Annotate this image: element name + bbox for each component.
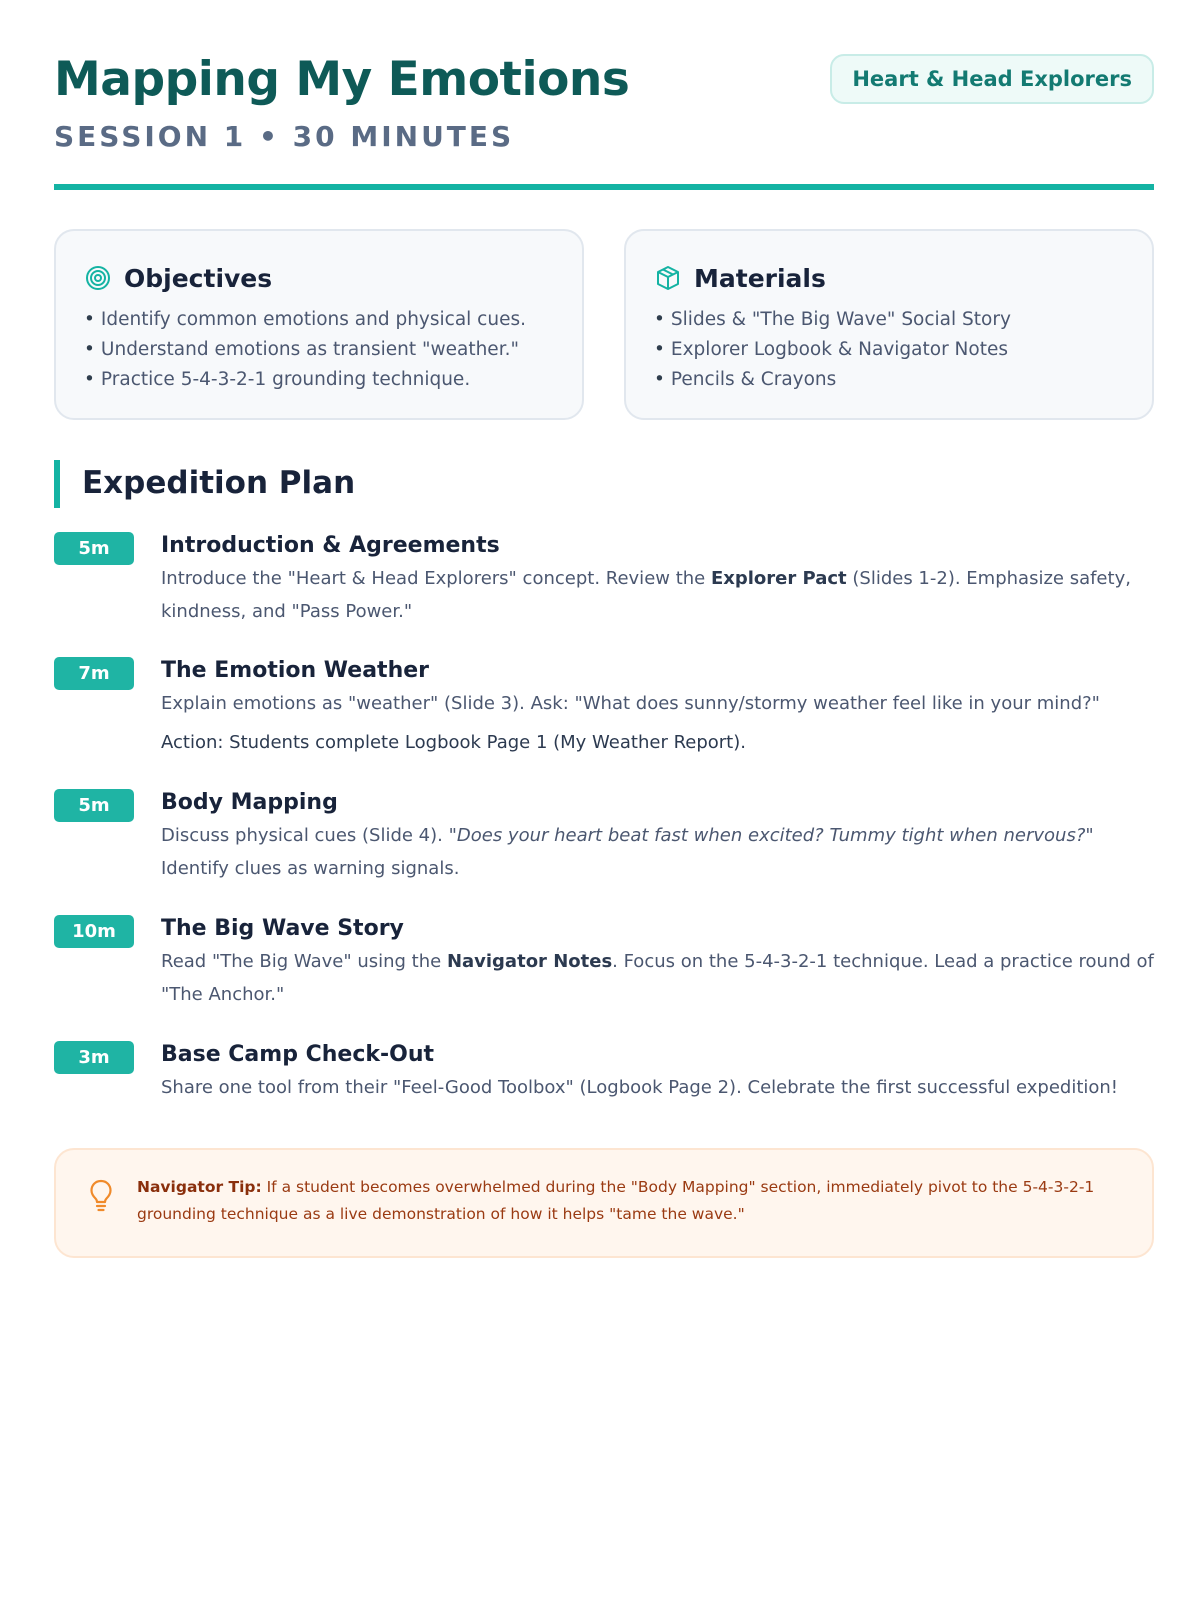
duration-badge: 5m: [54, 789, 134, 822]
plan-item-description: [161, 562, 1161, 628]
list-item: • Understand emotions as transient "weather.": [84, 335, 554, 365]
list-item: • Practice 5-4-3-2-1 grounding technique.: [84, 365, 554, 395]
plan-item-action: Action: Students complete Logbook Page 1 (My Weather Report).: [161, 732, 746, 753]
desc-emphasis: Navigator Notes: [446, 951, 613, 972]
plan-item-title: Base Camp Check-Out: [161, 1042, 435, 1067]
duration-badge: 10m: [54, 915, 134, 948]
plan-item-title: The Big Wave Story: [161, 916, 404, 941]
lesson-plan-page: [54, 0, 1154, 1223]
tip-body: If a student becomes overwhelmed during the "Body Mapping" section, immediately pivot to the 5-4-3-2-1 grounding technique as a live demonstration of how it helps "tame the wave.": [137, 1178, 1095, 1223]
plan-item-description: Explain emotions as "weather" (Slide 3). Ask: "What does sunny/stormy weather feel like in your mind?": [161, 693, 1100, 714]
desc-text: (Slides 1-2). Emphasize safety, kindness, and "Pass Power.": [161, 568, 1131, 622]
materials-header: [654, 261, 1124, 295]
objectives-title: Objectives: [124, 263, 273, 293]
navigator-tip: [54, 1148, 1154, 1258]
lightbulb-icon: [88, 1178, 114, 1214]
plan-body: [161, 655, 1161, 759]
desc-text: Discuss physical cues (Slide 4).: [161, 825, 449, 846]
plan-item-title: Body Mapping: [161, 790, 338, 815]
plan-body: [161, 913, 1161, 1011]
session-subtitle: SESSION 1 • 30 MINUTES: [54, 120, 515, 153]
duration-badge: 3m: [54, 1041, 134, 1074]
plan-item-description: [161, 819, 1161, 885]
duration-badge: 5m: [54, 532, 134, 565]
desc-text: Read "The Big Wave" using the: [161, 951, 447, 972]
plan-item-description: Share one tool from their "Feel-Good Toolbox" (Logbook Page 2). Celebrate the first successful expedition!: [161, 1077, 1119, 1098]
expedition-plan-heading: Expedition Plan: [54, 460, 355, 508]
plan-item-description: [161, 945, 1161, 1011]
summary-cards: [54, 229, 1154, 420]
list-item: • Explorer Logbook & Navigator Notes: [654, 335, 1124, 365]
target-icon: [84, 264, 112, 292]
materials-title: Materials: [694, 263, 826, 293]
tip-label: Navigator Tip:: [137, 1178, 262, 1196]
program-badge: Heart & Head Explorers: [830, 54, 1154, 104]
desc-text: . Focus on the 5-4-3-2-1 technique. Lead a practice round of "The Anchor.": [161, 951, 1154, 1005]
list-item: • Identify common emotions and physical cues.: [84, 305, 554, 335]
list-item: • Pencils & Crayons: [654, 365, 1124, 395]
header: [54, 0, 1154, 190]
desc-emphasis: Explorer Pact: [710, 568, 847, 589]
objectives-list: [84, 305, 554, 395]
plan-body: [161, 1039, 1161, 1104]
objectives-card: [54, 229, 584, 420]
duration-badge: 7m: [54, 657, 134, 690]
page-title: Mapping My Emotions: [54, 52, 630, 107]
desc-text: Identify clues as warning signals.: [161, 858, 460, 879]
plan-item-title: The Emotion Weather: [161, 658, 430, 683]
plan-body: [161, 787, 1161, 885]
materials-card: [624, 229, 1154, 420]
plan-item-title: Introduction & Agreements: [161, 533, 500, 558]
desc-quote: "Does your heart beat fast when excited? Tummy tight when nervous?": [448, 825, 1094, 846]
box-icon: [654, 264, 682, 292]
desc-text: Introduce the "Heart & Head Explorers" concept. Review the: [161, 568, 711, 589]
plan-body: [161, 530, 1161, 628]
objectives-header: [84, 261, 554, 295]
list-item: • Slides & "The Big Wave" Social Story: [654, 305, 1124, 335]
materials-list: [654, 305, 1124, 395]
tip-text: [137, 1174, 1127, 1228]
